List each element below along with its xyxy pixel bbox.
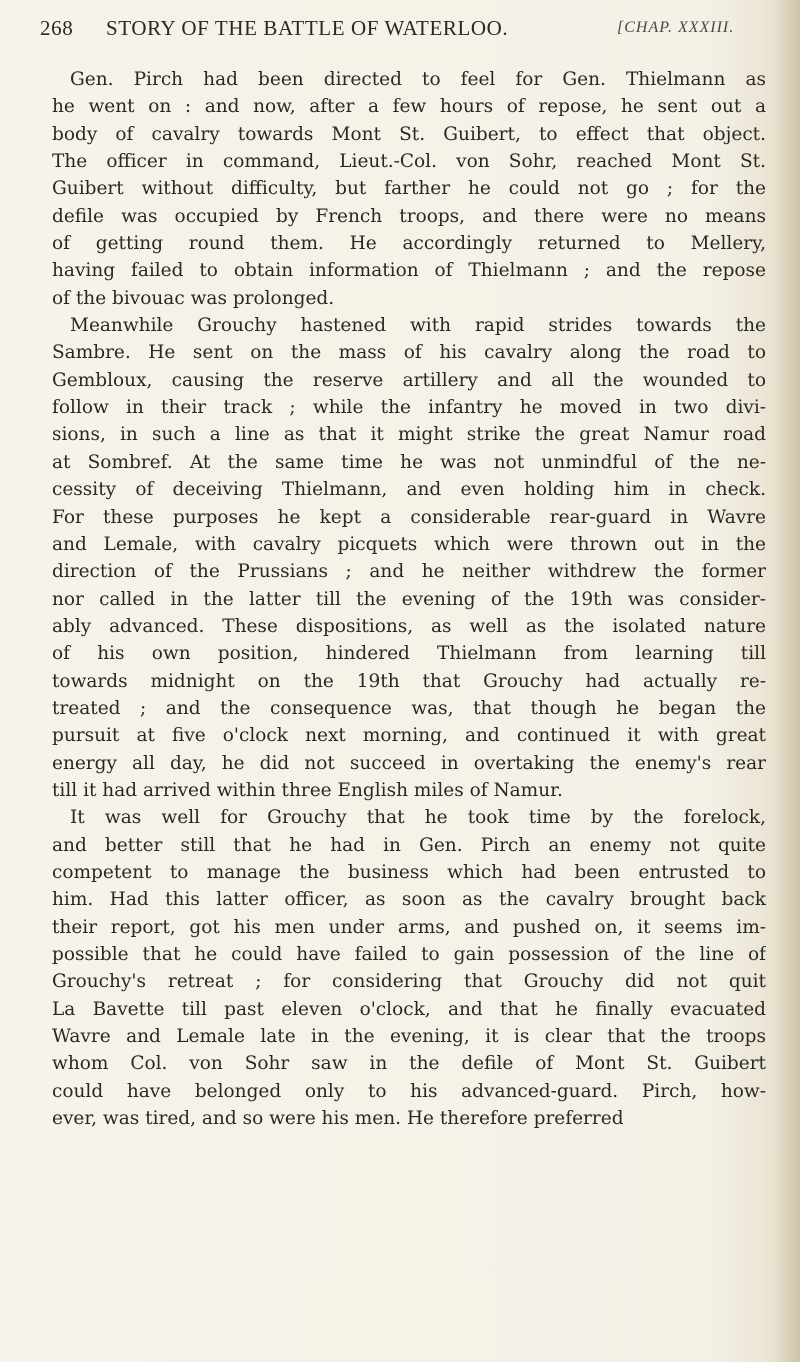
text-line: Wavre and Lemale late in the evening, it is clear that the troops (52, 1026, 766, 1048)
text-line: Grouchy's retreat ; for considering that Grouchy did not quit (52, 971, 766, 993)
text-line: of his own position, hindered Thielmann from learning till (52, 643, 766, 665)
running-title: STORY OF THE BATTLE OF WATERLOO. (106, 16, 509, 40)
text-line: cessity of deceiving Thielmann, and even holding him in check. (52, 479, 766, 501)
paragraph (52, 312, 766, 804)
text-line: Gen. Pirch had been directed to feel for Gen. Thielmann as (70, 69, 766, 90)
text-line: defile was occupied by French troops, and there were no means (52, 205, 766, 227)
text-line: treated ; and the consequence was, that though he began the (52, 697, 766, 719)
text-line: body of cavalry towards Mont St. Guibert, to effect that object. (52, 123, 766, 145)
paragraph (52, 66, 766, 312)
text-line: nor called in the latter till the evening of the 19th was consider- (52, 588, 766, 610)
text-line: competent to manage the business which had been entrusted to (52, 861, 766, 883)
text-line: at Sombref. At the same time he was not unmindful of the ne- (52, 451, 766, 473)
text-line: and Lemale, with cavalry picquets which were thrown out in the (52, 533, 766, 555)
text-line: of the bivouac was prolonged. (52, 287, 335, 309)
text-line: Sambre. He sent on the mass of his cavalry along the road to (52, 342, 766, 364)
text-line: he went on : and now, after a few hours of repose, he sent out a (52, 96, 766, 118)
text-line: him. Had this latter officer, as soon as the cavalry brought back (52, 889, 766, 911)
text-line: their report, got his men under arms, and pushed on, it seems im- (52, 916, 766, 938)
text-line: For these purposes he kept a considerable rear-guard in Wavre (52, 506, 766, 528)
text-line: towards midnight on the 19th that Grouchy had actually re- (52, 670, 766, 692)
page-number: 268 (40, 16, 74, 40)
text-line: of getting round them. He accordingly returned to Mellery, (52, 233, 766, 255)
text-line: Guibert without difficulty, but farther he could not go ; for the (52, 178, 766, 200)
text-line: It was well for Grouchy that he took time by the forelock, (70, 807, 766, 829)
text-line: pursuit at five o'clock next morning, and continued it with great (52, 725, 766, 747)
chapter-marker: [CHAP. XXXIII. (617, 19, 735, 36)
body-text (52, 66, 766, 1132)
text-line: Meanwhile Grouchy hastened with rapid strides towards the (70, 315, 766, 337)
text-line: could have belonged only to his advanced-guard. Pirch, how- (52, 1080, 766, 1102)
text-line: follow in their track ; while the infantry he moved in two divi- (52, 397, 766, 419)
text-line: sions, in such a line as that it might strike the great Namur road (52, 424, 766, 446)
text-line: energy all day, he did not succeed in overtaking the enemy's rear (52, 752, 766, 774)
text-line: having failed to obtain information of Thielmann ; and the repose (52, 260, 766, 282)
page-edge-shadow (774, 0, 800, 1362)
paragraph (52, 804, 766, 1132)
text-line: and better still that he had in Gen. Pirch an enemy not quite (52, 834, 766, 856)
text-line: ably advanced. These dispositions, as well as the isolated nature (52, 615, 766, 637)
text-line: till it had arrived within three English miles of Namur. (52, 779, 563, 801)
text-line: Gembloux, causing the reserve artillery and all the wounded to (52, 369, 766, 391)
running-header (40, 16, 780, 44)
text-line: ever, was tired, and so were his men. He therefore preferred (52, 1108, 624, 1130)
text-line: La Bavette till past eleven o'clock, and that he finally evacuated (52, 998, 766, 1020)
text-line: possible that he could have failed to gain possession of the line of (52, 944, 766, 965)
text-line: The officer in command, Lieut.-Col. von Sohr, reached Mont St. (52, 151, 766, 173)
text-line: whom Col. von Sohr saw in the defile of Mont St. Guibert (52, 1053, 766, 1075)
text-line: direction of the Prussians ; and he neither withdrew the former (52, 561, 766, 583)
